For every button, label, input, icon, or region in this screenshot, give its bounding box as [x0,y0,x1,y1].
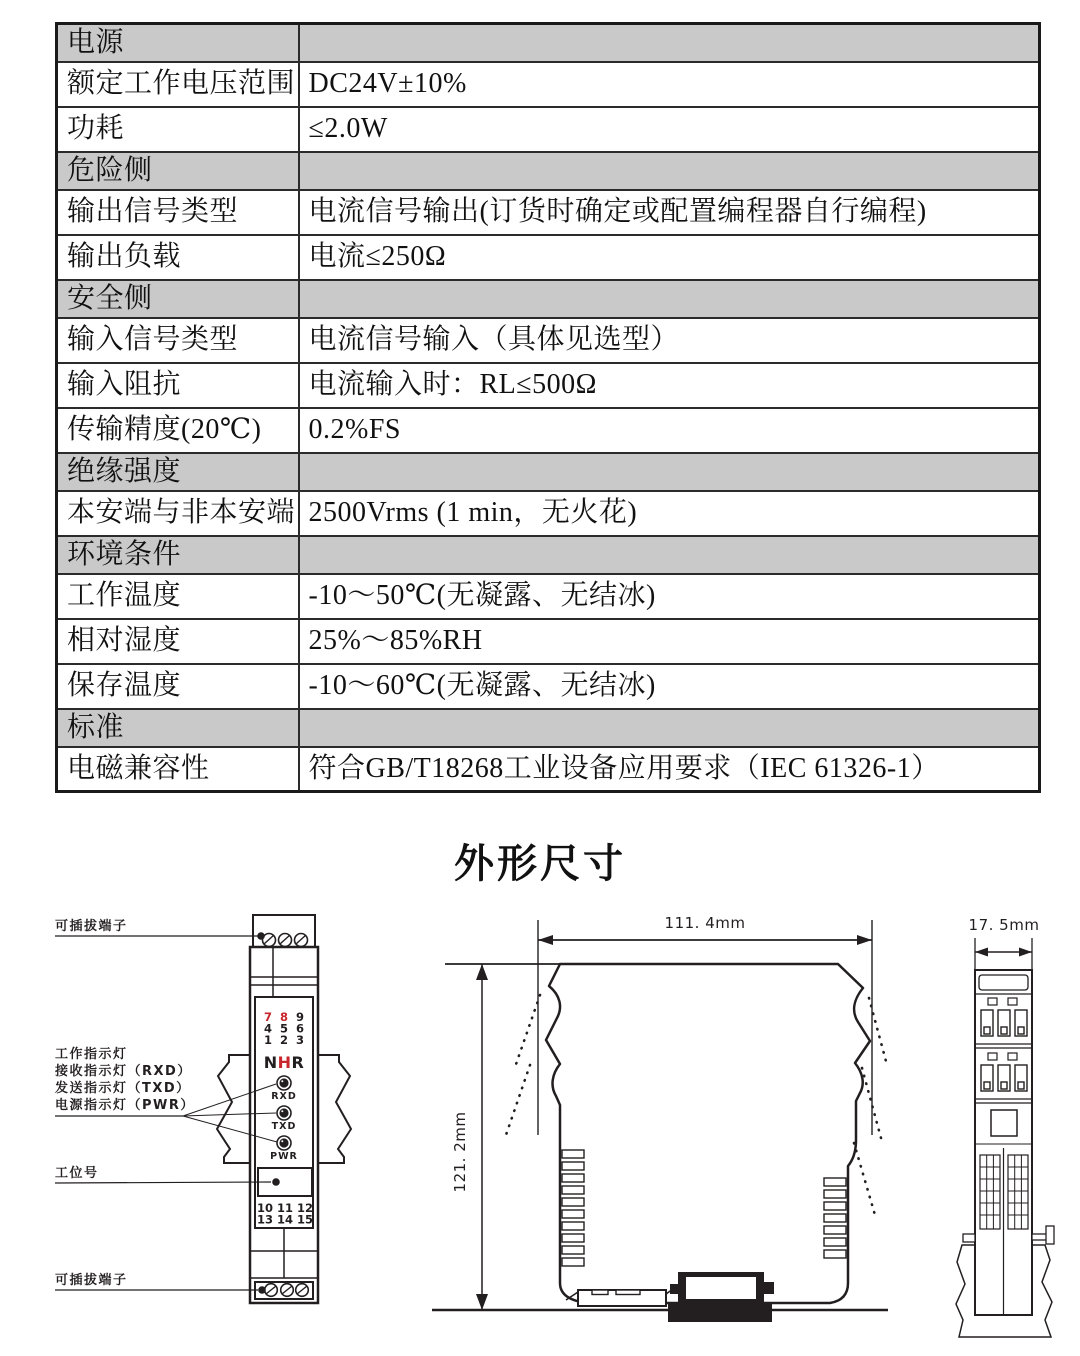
row-value: 25%～85%RH [299,619,1040,664]
dim-arrow-left [975,948,988,957]
row-label: 输出负载 [57,235,299,280]
row-value: 电流输入时：RL≤500Ω [299,363,1040,408]
terminal-num: 6 [295,1021,305,1036]
vent-slots-right [824,1178,846,1258]
terminal-num: 5 [279,1021,289,1036]
table-row [57,62,1040,107]
terminal-num: 2 [279,1033,289,1047]
terminal-num: 8 [279,1010,289,1024]
table-row [57,107,1040,152]
din-rail-right [318,1055,351,1163]
row-value: -10～50℃(无凝露、无结冰) [299,574,1040,619]
row-value: 2500Vrms (1 min，无火花) [299,491,1040,536]
dim-arrow-down [476,1294,488,1310]
table-row [57,235,1040,280]
side-view-drawing [420,900,900,1345]
terminal-numbers-bottom: 10 11 12 [256,1201,314,1215]
row-label: 传输精度(20℃) [57,408,299,453]
row-label: 电磁兼容性 [57,747,299,792]
section-label: 电源 [57,24,299,62]
led-txd-label: TXD [271,1121,297,1132]
front-view-drawing [40,900,420,1345]
row-label: 输入阻抗 [57,363,299,408]
section-blank [299,24,1040,62]
dim-arrow-right [1019,948,1032,957]
row-label: 保存温度 [57,664,299,709]
led-rxd-label: RXD [271,1091,297,1102]
terminal-num: 9 [295,1010,305,1024]
din-rail-left [217,1055,250,1163]
section-blank [299,536,1040,574]
led-pwr-label: PWR [270,1151,298,1162]
dim-arrow-right [857,935,872,945]
vent-grid-right [1008,1155,1028,1229]
row-value: 0.2%FS [299,408,1040,453]
terminal-numbers-bottom: 13 14 15 [256,1212,314,1227]
top-cap [979,975,1028,990]
label-indicator-txd: 发送指示灯（TXD） [55,1081,191,1096]
table-row [57,408,1040,453]
terminal-block-bottom [255,1282,313,1299]
row-value: 电流信号输入（具体见选型） [299,318,1040,363]
row-value: 电流≤250Ω [299,235,1040,280]
section-label: 安全侧 [57,280,299,318]
height-dimension-label: 121. 2mm [451,1111,469,1193]
leader-dot [257,932,265,940]
page-title: 外形尺寸 [454,841,626,887]
table-section-row [57,152,1040,190]
table-row [57,747,1040,792]
row-value: -10～60℃(无凝露、无结冰) [299,664,1040,709]
section-blank [299,280,1040,318]
table-section-row [57,280,1040,318]
vent-grid-left [980,1155,1000,1229]
table-row [57,574,1040,619]
flange-right-step [1046,1226,1054,1244]
table-row [57,363,1040,408]
table-row [57,491,1040,536]
flange-left [963,1234,975,1242]
table-row [57,619,1040,664]
spec-table [55,22,1041,793]
width-dimension-label: 111. 4mm [664,914,746,932]
section-blank [299,152,1040,190]
terminal-num: 3 [295,1033,305,1047]
label-indicator-rxd: 接收指示灯（RXD） [55,1064,192,1079]
table-section-row [57,536,1040,574]
table-row [57,664,1040,709]
label-indicator-pwr: 电源指示灯（PWR） [55,1098,195,1113]
row-label: 输出信号类型 [57,190,299,235]
leader-dot [272,1178,280,1186]
terminal-slots-1 [981,1010,1027,1036]
din-clamp [668,1272,774,1322]
table-row [57,318,1040,363]
row-value: DC24V±10% [299,62,1040,107]
station-window [991,1110,1017,1136]
terminal-num: 4 [263,1021,273,1036]
terminal-number-grid [264,1010,304,1047]
section-label: 环境条件 [57,536,299,574]
terminal-num: 7 [263,1010,273,1024]
table-section-row [57,453,1040,491]
row-label: 相对湿度 [57,619,299,664]
row-label: 功耗 [57,107,299,152]
label-pluggable-terminal-bottom: 可插拔端子 [55,1273,128,1288]
terminal-slots-2 [981,1065,1027,1091]
section-label: 绝缘强度 [57,453,299,491]
terminal-num: 1 [263,1033,273,1047]
dim-arrow-up [476,964,488,980]
label-indicator-work: 工作指示灯 [55,1047,128,1062]
row-value: 电流信号输出(订货时确定或配置编程器自行编程) [299,190,1040,235]
row-label: 本安端与非本安端 [57,491,299,536]
section-blank [299,453,1040,491]
table-section-row [57,24,1040,62]
depth-dimension-label: 17. 5mm [968,916,1040,934]
top-view-drawing [930,900,1080,1345]
row-value: 符合GB/T18268工业设备应用要求（IEC 61326-1） [299,747,1040,792]
table-section-row [57,709,1040,747]
nhr-logo: NHR [263,1053,305,1072]
terminal-block-top [253,915,315,947]
row-value: ≤2.0W [299,107,1040,152]
row-label: 工作温度 [57,574,299,619]
section-label: 危险侧 [57,152,299,190]
label-station-number: 工位号 [55,1166,99,1181]
row-label: 输入信号类型 [57,318,299,363]
section-label: 标准 [57,709,299,747]
dim-arrow-left [538,935,553,945]
table-row [57,190,1040,235]
label-pluggable-terminal-top: 可插拔端子 [55,919,128,934]
module-side-profile [546,964,870,1303]
section-blank [299,709,1040,747]
leader-dot [258,1286,266,1294]
row-label: 额定工作电压范围 [57,62,299,107]
dimension-drawings [0,900,1080,1356]
